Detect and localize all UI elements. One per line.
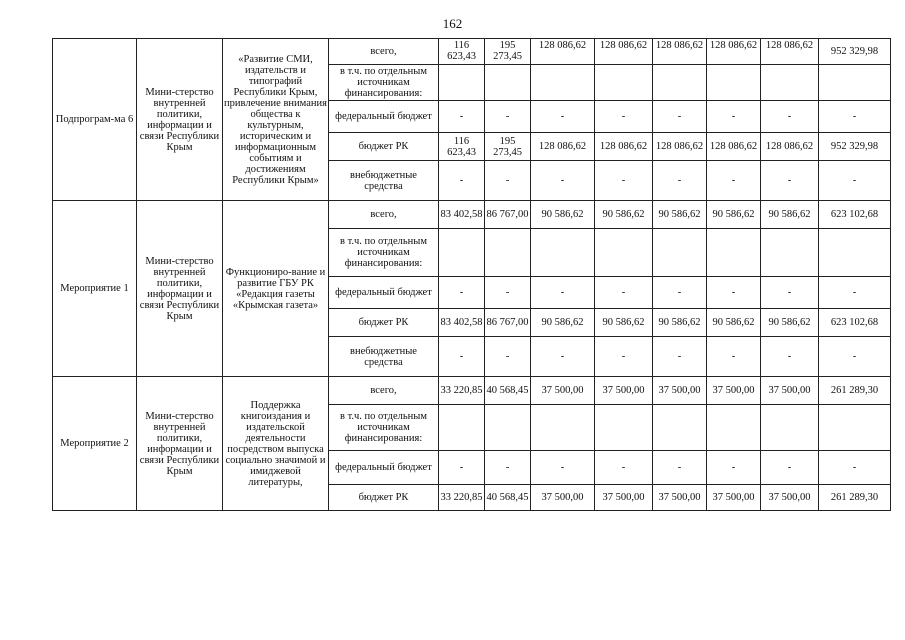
funding-source-label: бюджет РК (329, 485, 439, 511)
year-value-cell: 90 586,62 (595, 201, 653, 229)
total-sum-cell (819, 405, 891, 451)
year-value-cell: - (485, 101, 531, 133)
year-value-cell (595, 405, 653, 451)
year-value-cell: 37 500,00 (595, 377, 653, 405)
year-value-cell: 90 586,62 (761, 201, 819, 229)
year-value-cell (761, 229, 819, 277)
funding-source-label: федеральный бюджет (329, 277, 439, 309)
year-value-cell: - (485, 161, 531, 201)
funding-source-label: всего, (329, 201, 439, 229)
year-value-cell: - (707, 161, 761, 201)
year-value-cell (653, 229, 707, 277)
year-value-cell (761, 405, 819, 451)
year-value-cell: 37 500,00 (531, 485, 595, 511)
year-value-cell: 195 273,45 (485, 39, 531, 65)
year-value-cell: 86 767,00 (485, 201, 531, 229)
year-value-cell: 86 767,00 (485, 309, 531, 337)
total-row (53, 201, 891, 229)
funding-source-label: в т.ч. по отдельным источникам финансирования: (329, 65, 439, 101)
funding-source-label: бюджет РК (329, 133, 439, 161)
year-value-cell: - (761, 277, 819, 309)
year-value-cell: - (653, 101, 707, 133)
year-value-cell (707, 229, 761, 277)
year-value-cell: 90 586,62 (761, 309, 819, 337)
budget-table (52, 38, 891, 511)
year-value-cell: 128 086,62 (653, 39, 707, 65)
funding-source-label: всего, (329, 377, 439, 405)
year-value-cell: 90 586,62 (653, 201, 707, 229)
year-value-cell: 128 086,62 (761, 39, 819, 65)
year-value-cell: - (485, 337, 531, 377)
total-row (53, 377, 891, 405)
year-value-cell: - (595, 161, 653, 201)
year-value-cell: 90 586,62 (653, 309, 707, 337)
year-value-cell: - (439, 277, 485, 309)
year-value-cell: - (761, 101, 819, 133)
year-value-cell: 128 086,62 (595, 133, 653, 161)
year-value-cell: 128 086,62 (761, 133, 819, 161)
responsible-org: Мини-стерство внутренней политики, информации и связи Республики Крым (137, 377, 223, 511)
year-value-cell: 128 086,62 (531, 133, 595, 161)
section-label: Подпрограм-ма 6 (53, 39, 137, 201)
year-value-cell (653, 405, 707, 451)
year-value-cell: - (531, 161, 595, 201)
year-value-cell (707, 405, 761, 451)
year-value-cell (595, 229, 653, 277)
year-value-cell (595, 65, 653, 101)
year-value-cell (439, 65, 485, 101)
total-row (53, 39, 891, 65)
program-name: Поддержка книгоиздания и издательской деятельности посредством выпуска социально значимой и имиджевой литературы, (223, 377, 329, 511)
year-value-cell: - (595, 277, 653, 309)
year-value-cell: 37 500,00 (761, 377, 819, 405)
year-value-cell: 33 220,85 (439, 485, 485, 511)
year-value-cell: 37 500,00 (531, 377, 595, 405)
year-value-cell (761, 65, 819, 101)
year-value-cell: - (439, 337, 485, 377)
year-value-cell: - (439, 161, 485, 201)
year-value-cell: - (653, 451, 707, 485)
year-value-cell: - (439, 101, 485, 133)
year-value-cell: - (531, 101, 595, 133)
year-value-cell (485, 65, 531, 101)
year-value-cell (485, 405, 531, 451)
year-value-cell (707, 65, 761, 101)
year-value-cell: 116 623,43 (439, 39, 485, 65)
year-value-cell: - (707, 277, 761, 309)
page-number: 162 (442, 16, 463, 31)
year-value-cell: 37 500,00 (653, 485, 707, 511)
year-value-cell: 37 500,00 (707, 377, 761, 405)
year-value-cell: 195 273,45 (485, 133, 531, 161)
year-value-cell: 128 086,62 (531, 39, 595, 65)
year-value-cell: - (595, 101, 653, 133)
responsible-org: Мини-стерство внутренней политики, информации и связи Республики Крым (137, 39, 223, 201)
year-value-cell: 90 586,62 (595, 309, 653, 337)
total-sum-cell: - (819, 277, 891, 309)
year-value-cell: - (707, 337, 761, 377)
year-value-cell: - (653, 161, 707, 201)
year-value-cell: 116 623,43 (439, 133, 485, 161)
total-sum-cell: - (819, 161, 891, 201)
year-value-cell: 40 568,45 (485, 485, 531, 511)
year-value-cell: 83 402,58 (439, 201, 485, 229)
total-sum-cell (819, 65, 891, 101)
year-value-cell: 90 586,62 (707, 201, 761, 229)
year-value-cell: - (707, 451, 761, 485)
year-value-cell: 40 568,45 (485, 377, 531, 405)
year-value-cell (439, 229, 485, 277)
year-value-cell: 37 500,00 (761, 485, 819, 511)
year-value-cell (439, 405, 485, 451)
funding-source-label: всего, (329, 39, 439, 65)
total-sum-cell (819, 229, 891, 277)
year-value-cell (531, 405, 595, 451)
year-value-cell: - (531, 451, 595, 485)
year-value-cell: 128 086,62 (707, 133, 761, 161)
total-sum-cell: 623 102,68 (819, 309, 891, 337)
year-value-cell: - (653, 337, 707, 377)
year-value-cell: 128 086,62 (653, 133, 707, 161)
year-value-cell: 37 500,00 (595, 485, 653, 511)
responsible-org: Мини-стерство внутренней политики, информации и связи Республики Крым (137, 201, 223, 377)
year-value-cell: 128 086,62 (707, 39, 761, 65)
funding-source-label: в т.ч. по отдельным источникам финансирования: (329, 405, 439, 451)
program-name: «Развитие СМИ, издательств и типографий Республики Крым, привлечение внимания общества к культурным, историческим и информационным событиям и достижениям Республики Крым» (223, 39, 329, 201)
year-value-cell: 90 586,62 (531, 201, 595, 229)
year-value-cell: 83 402,58 (439, 309, 485, 337)
year-value-cell: 33 220,85 (439, 377, 485, 405)
total-sum-cell: - (819, 451, 891, 485)
funding-source-label: внебюджетные средства (329, 337, 439, 377)
year-value-cell: 90 586,62 (531, 309, 595, 337)
total-sum-cell: 623 102,68 (819, 201, 891, 229)
year-value-cell: 37 500,00 (707, 485, 761, 511)
year-value-cell: - (595, 451, 653, 485)
total-sum-cell: 952 329,98 (819, 133, 891, 161)
year-value-cell: - (653, 277, 707, 309)
total-sum-cell: - (819, 337, 891, 377)
funding-source-label: федеральный бюджет (329, 101, 439, 133)
year-value-cell (653, 65, 707, 101)
total-sum-cell: 261 289,30 (819, 485, 891, 511)
year-value-cell: - (761, 161, 819, 201)
year-value-cell (531, 65, 595, 101)
section-label: Мероприятие 1 (53, 201, 137, 377)
year-value-cell (485, 229, 531, 277)
year-value-cell (531, 229, 595, 277)
funding-source-label: в т.ч. по отдельным источникам финансирования: (329, 229, 439, 277)
funding-source-label: бюджет РК (329, 309, 439, 337)
program-name: Функциониро-вание и развитие ГБУ РК «Редакция газеты «Крымская газета» (223, 201, 329, 377)
total-sum-cell: 261 289,30 (819, 377, 891, 405)
funding-source-label: внебюджетные средства (329, 161, 439, 201)
year-value-cell: - (439, 451, 485, 485)
total-sum-cell: 952 329,98 (819, 39, 891, 65)
year-value-cell: - (595, 337, 653, 377)
year-value-cell: 90 586,62 (707, 309, 761, 337)
total-sum-cell: - (819, 101, 891, 133)
year-value-cell: 128 086,62 (595, 39, 653, 65)
year-value-cell: - (531, 277, 595, 309)
section-label: Мероприятие 2 (53, 377, 137, 511)
year-value-cell: - (531, 337, 595, 377)
year-value-cell: - (761, 337, 819, 377)
year-value-cell: - (707, 101, 761, 133)
year-value-cell: - (761, 451, 819, 485)
year-value-cell: 37 500,00 (653, 377, 707, 405)
year-value-cell: - (485, 277, 531, 309)
year-value-cell: - (485, 451, 531, 485)
table-body (53, 39, 891, 511)
funding-source-label: федеральный бюджет (329, 451, 439, 485)
